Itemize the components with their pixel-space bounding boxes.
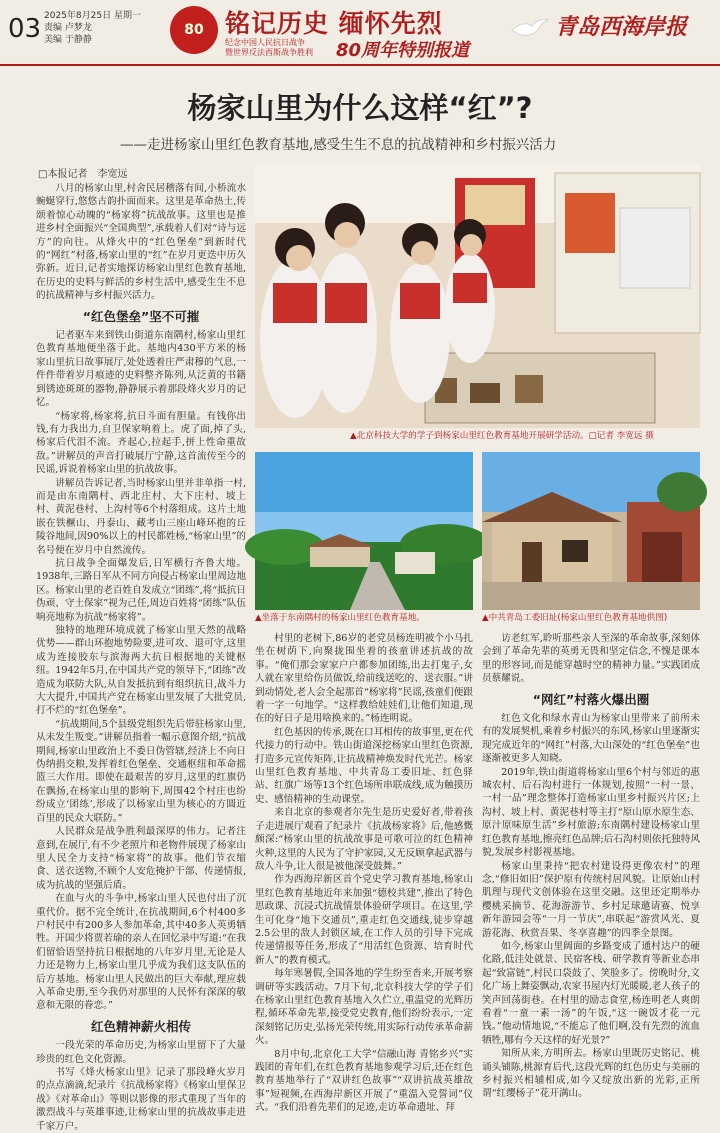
paragraph: 记者驱车来到铁山街道东南隅村,杨家山里红色教育基地便坐落于此。基地内430平方米的杨家山里抗日故事展厅,处处透着庄严肃穆的气息,一件件带着岁月痕迹的史料整齐陈列,从泛黄的书籍到锈迹斑斑的器物,静静展示着那段烽火岁月的记忆。 [36, 330, 246, 409]
paragraph: 如今,杨家山里阔面的乡路变成了通村达户的硬化路,低洼处就景、民宿客栈、研学教育等新业态串起“致富链”,村民口袋鼓了、笑脸多了。傍晚时分,文化广场上舞姿飘动,农家书屋内灯光暖暖,老人孩子的笑声回荡街巷。在村里的励志食堂,杨连明老人爽朗看着“一童一素一汤”的午饭,“这一碗饭才花一元钱。”他动情地说,“不能忘了他们啊,没有先烈的流血牺牲,哪有今天这样的好光景?” [482, 940, 700, 1046]
paragraph: 抗日战争全面爆发后,日军横行齐鲁大地。1938年,三路日军从不同方向侵占杨家山里周边地区。杨家山里的老百姓自发成立“团练”,将“抵抗日伪顽、守土保家”视为己任,周边百姓将“团练”队伍响亮地称为抗战“杨家将”。 [36, 557, 246, 623]
issue-date: 2025年8月25日 星期一 [44, 11, 141, 21]
issue-meta [44, 10, 141, 46]
paragraph: 访老红军,聆听那些亲人至深的革命故事,深刻体会到了革命先辈的英勇无畏和坚定信念,不愧是课本里的形容词,而是能穿越时空的精神力量。”实践团成员蔡耀说。 [482, 633, 700, 685]
article-column-3 [482, 632, 700, 1100]
section-heading-1: “红色堡垒”坚不可摧 [82, 308, 200, 324]
article-column-1 [36, 182, 246, 1132]
article-title: 杨家山里为什么这样“红”? [187, 91, 533, 125]
designer-credit: 美编 于静静 [44, 35, 92, 45]
paragraph: 8月中旬,北京化工大学“信融山海 青铭乡兴”实践团的青年们,在红色教育基地参观学习后,还在红色教育基地举行了“双讲红色故事”“双讲抗战英雄故事”短视频,在西海岸新区开展了“重温入党誓词”仪式。“我们沿着先辈们的足迹,走访革命遗址、拜 [255, 1048, 473, 1114]
article-column-2 [255, 632, 473, 1114]
paragraph: 作为西海岸新区首个党史学习教育基地,杨家山里红色教育基地近年来加强“德校共建”,推出了特色思政课、沉浸式抗战情景体验研学项目。在这里,学生可化身“地下交通员”,重走红色交通线,徒步穿越2.5公里的敌人封锁区域,在工作人员的引导下完成传递情报等任务,形成了“用活红色资源、培育时代新人”的教育模式。 [255, 874, 473, 966]
paragraph: “抗战期间,5个县级党组织先后带驻杨家山里,从未发生叛变。”讲解员指着一幅示意图介绍,“抗战期间,杨家山里政治上不委日伪管辖,经济上不向日伪纳捐交粮,发挥着红色堡垒、交通枢纽和革命摇篮三大作用。即使在最艰苦的岁月,这里的红旗仍在飘扬,在杨家山里的影响下,周围42个村庄也纷纷成立‘团练’,形成了以杨家山里为核心的方圆近百里的民众大联防。” [36, 718, 246, 824]
section-heading-2: 红色精神薪火相传 [90, 1018, 191, 1034]
paragraph: 讲解员告诉记者,当时杨家山里并非单指一村,而是由东南隅村、西北庄村、大下庄村、坡上村、黄泥巷村、上沟村等6个村落组成。这片土地嵌在铁橛山、丹泰山、藏考山三座山峰环抱的丘陵谷地间,因90%以上的村民都姓杨,“杨家山里”的名号便在岁月中自然流传。 [36, 477, 246, 556]
anniversary-title: 80周年特别报道 [336, 40, 470, 61]
section-heading-3: “网红”村落火爆出圈 [532, 691, 650, 707]
main-photo-caption: ▲北京科技大学的学子到杨家山里红色教育基地开展研学活动。□记者 李宽远 摄 [350, 431, 654, 441]
paragraph: 村里的老树下,86岁的老党员杨连明被个小马扎坐在树荫下,向聚拢围坐着的孩童讲述抗战的故事。“俺们那会家家户户都参加团练,出去打鬼子,女人就在家里给伤员做饭,给前线送吃的、送衣服。”讲到动情处,老人会全起那首“杨家将”民谣,孩童们便跟着一字一句地学。“这样教给娃娃们,让他们知道,现在的好日子是用啥换来的。”杨连明说。 [255, 633, 473, 725]
page-header [0, 0, 720, 66]
photo-qingdao-committee-site [482, 452, 700, 610]
paragraph: 在血与火的斗争中,杨家山里人民也付出了沉重代价。据不完全统计,在抗战期间,6个村400多户村民中有200多人参加革命,其中40多人英勇牺牲。开国少将贾若瑜的亲人在回忆录中写道:“在我们留恰语坚持抗日根据地的八年岁月里,无论是人力还是物力上,杨家山里几乎成为我们这支队伍的后方基地。杨家山里人民做出的巨大奉献,理应载入革命史册,至今我仍对那里的人民怀有深深的敬意和无限的眷恋。” [36, 893, 246, 1012]
paragraph: 八月的杨家山里,村舍民居稽落有间,小桥流水蜿蜒穿行,悠悠古韵扑面而来。这里是革命热土,传颂着惊心动魄的“杨家将”抗战故事。这里也是推进乡村全面振兴“全国典型”,承载着人们对“诗与远方”的向往。从烽火中的“红色堡垒”到新时代的“网红”村落,杨家山里的“红”在岁月更迭中历久弥新。近日,记者实地探访杨家山里红色教育基地,在历史的史料与鲜活的乡村生活中,感受生生不息的抗战精神与乡村振兴活力。 [36, 183, 246, 302]
paragraph: 一段光荣的革命历史,为杨家山里留下了大量珍贵的红色文化资源。 [36, 1040, 246, 1065]
paragraph: 书写《烽火杨家山里》记录了那段峰火岁月的点点滴滴,纪录片《抗战杨家将》《杨家山里保卫战》《对革命山》等则以影像的形式重现了当年的激烈战斗与英雄事迹,让杨家山里的抗战故事走进千家万户。 [36, 1067, 246, 1132]
paragraph: 2019年,铁山街道将杨家山里6个村与邻近的惠城农村、后石沟村进行一体规划,按照“一村一景、一村一品”理念整体打造杨家山里乡村振兴片区;上沟村、坡上村、黄泥巷村等主打“原山原水原生态、原汁原味原生活”乡村旅游;东南隅村建设杨家山里红色教育基地,擦亮红色品牌;后石沟村则依托独特风貌,发展乡村影视基地。 [482, 766, 700, 859]
photo-education-base [255, 452, 473, 610]
main-photo-students [255, 163, 700, 428]
paragraph: 知所从来,方明所去。杨家山里既厉史铭记、桃诵头铺陈,桃源育后代,这段光辉的红色历史与美丽的乡村振兴相辅相成,如今又绽放出新的光彩,正所谓“红缨杨子”花开满山。 [482, 1048, 700, 1100]
byline: □本报记者 李宽远 [38, 169, 128, 180]
right-photo-caption: ▲中共青岛工委旧址(杨家山里红色教育基地供图) [482, 613, 668, 623]
paragraph: 杨家山里秉持“把农村建设得更像农村”的理念,“修旧如旧”保护原有传统村居风貌。让原始山村肌理与现代文创体验在这里交融。这里还定期举办樱桃采摘节、花海游游节、乡村足球邀请赛、悦享新年游园会等“一月一节庆”,串联起“游赏风光、夏游花海、秋赏吾果、冬享喜趣”的四季全景图。 [482, 860, 700, 939]
newspaper-name: 青岛西海岸报 [555, 14, 688, 40]
left-photo-caption: ▲坐落于东南隅村的杨家山里红色教育基地。 [255, 613, 425, 623]
article-subtitle: ——走进杨家山里红色教育基地,感受生生不息的抗战精神和乡村振兴活力 [120, 137, 557, 153]
column-title: 铭记历史 缅怀先烈 [225, 9, 443, 38]
anniversary-subline: 纪念中国人民抗日战争 暨世界反法西斯战争胜利 [225, 38, 313, 57]
paragraph: “杨家将,杨家将,抗日斗面有胆量。有钱你出钱,有力我出力,自卫保家响着上。虎了面,掉了头,杨家后代泪不流。齐起心,拉起手,拼上性命重故敌。”讲解员的声音打破展厅宁静,这首流传至今的民谣,诉说着杨家山里的抗战故事。 [36, 410, 246, 476]
paragraph: 来自北京的参观者尔先生是历史爱好者,带着孩子走进展厅观看了纪录片《抗战杨家将》后,他感慨颇深:“杨家山里的抗战故事是可歌可泣的红色精神火种,这里的人民为了守护家园,又无反顾拿起武器与敌人斗争,让人很是被他深受鼓舞。” [255, 807, 473, 872]
editor-credit: 责编 卢梦龙 [44, 23, 92, 33]
anniversary-logo: 80 [170, 6, 218, 54]
page-number: 03 [8, 14, 42, 44]
dove-icon [510, 16, 550, 40]
paragraph: 每年寒暑假,全国各地的学生纷至沓来,开展考察调研等实践活动。7月下旬,北京科技大学的学子们在杨家山里红色教育基地入久伫立,重温党的光辉历程,循环革命先辈,接受党史教育,他们纷纷表示,一定深刻铭记历史,弘扬光荣传统,用实际行动传承革命薪火。 [255, 968, 473, 1047]
paragraph: 红色基因的传承,既在口耳相传的故事里,更在代代接力的行动中。铁山街道深挖杨家山里红色资源,打造多元宣传矩阵,让抗战精神焕发时代光芒。杨家山里红色教育基地、中共青岛工委旧址、红色驿站、红旗广场等13个红色场所串联成线,成为触摸历史、感悟精神的生动课堂。 [255, 726, 473, 805]
paragraph: 人民群众是战争胜利最深厚的伟力。记者注意到,在展厅,有不少老照片和老物件展现了杨家山里人民全力支持“杨家将”的故事。他们节衣缩食、送衣送物,不顾个人安危掩护干部、传递情报,成为抗战的坚强后盾。 [36, 826, 246, 891]
paragraph: 红色文化和绿水青山为杨家山里带来了前所未有的发展契机,乘着乡村振兴的东风,杨家山里逐渐实现完成近年的“网红”村落,大山深处的“红色堡垒”也逐渐被更多人知晓。 [482, 713, 700, 765]
paragraph: 独特的地理环境成就了杨家山里天然的战略优势——群山环抱地势险要,进可攻、退可守,这里成为连接胶东与滨海两大抗日根据地的关键枢纽。1942年5月,在中国共产党的领导下,“团练”改造成为联防大队,从自发抵抗到有组织抗日,战斗力大大提升,中国共产党在杨家山里发展了大批党员,打不烂的“红色堡垒”。 [36, 625, 246, 717]
